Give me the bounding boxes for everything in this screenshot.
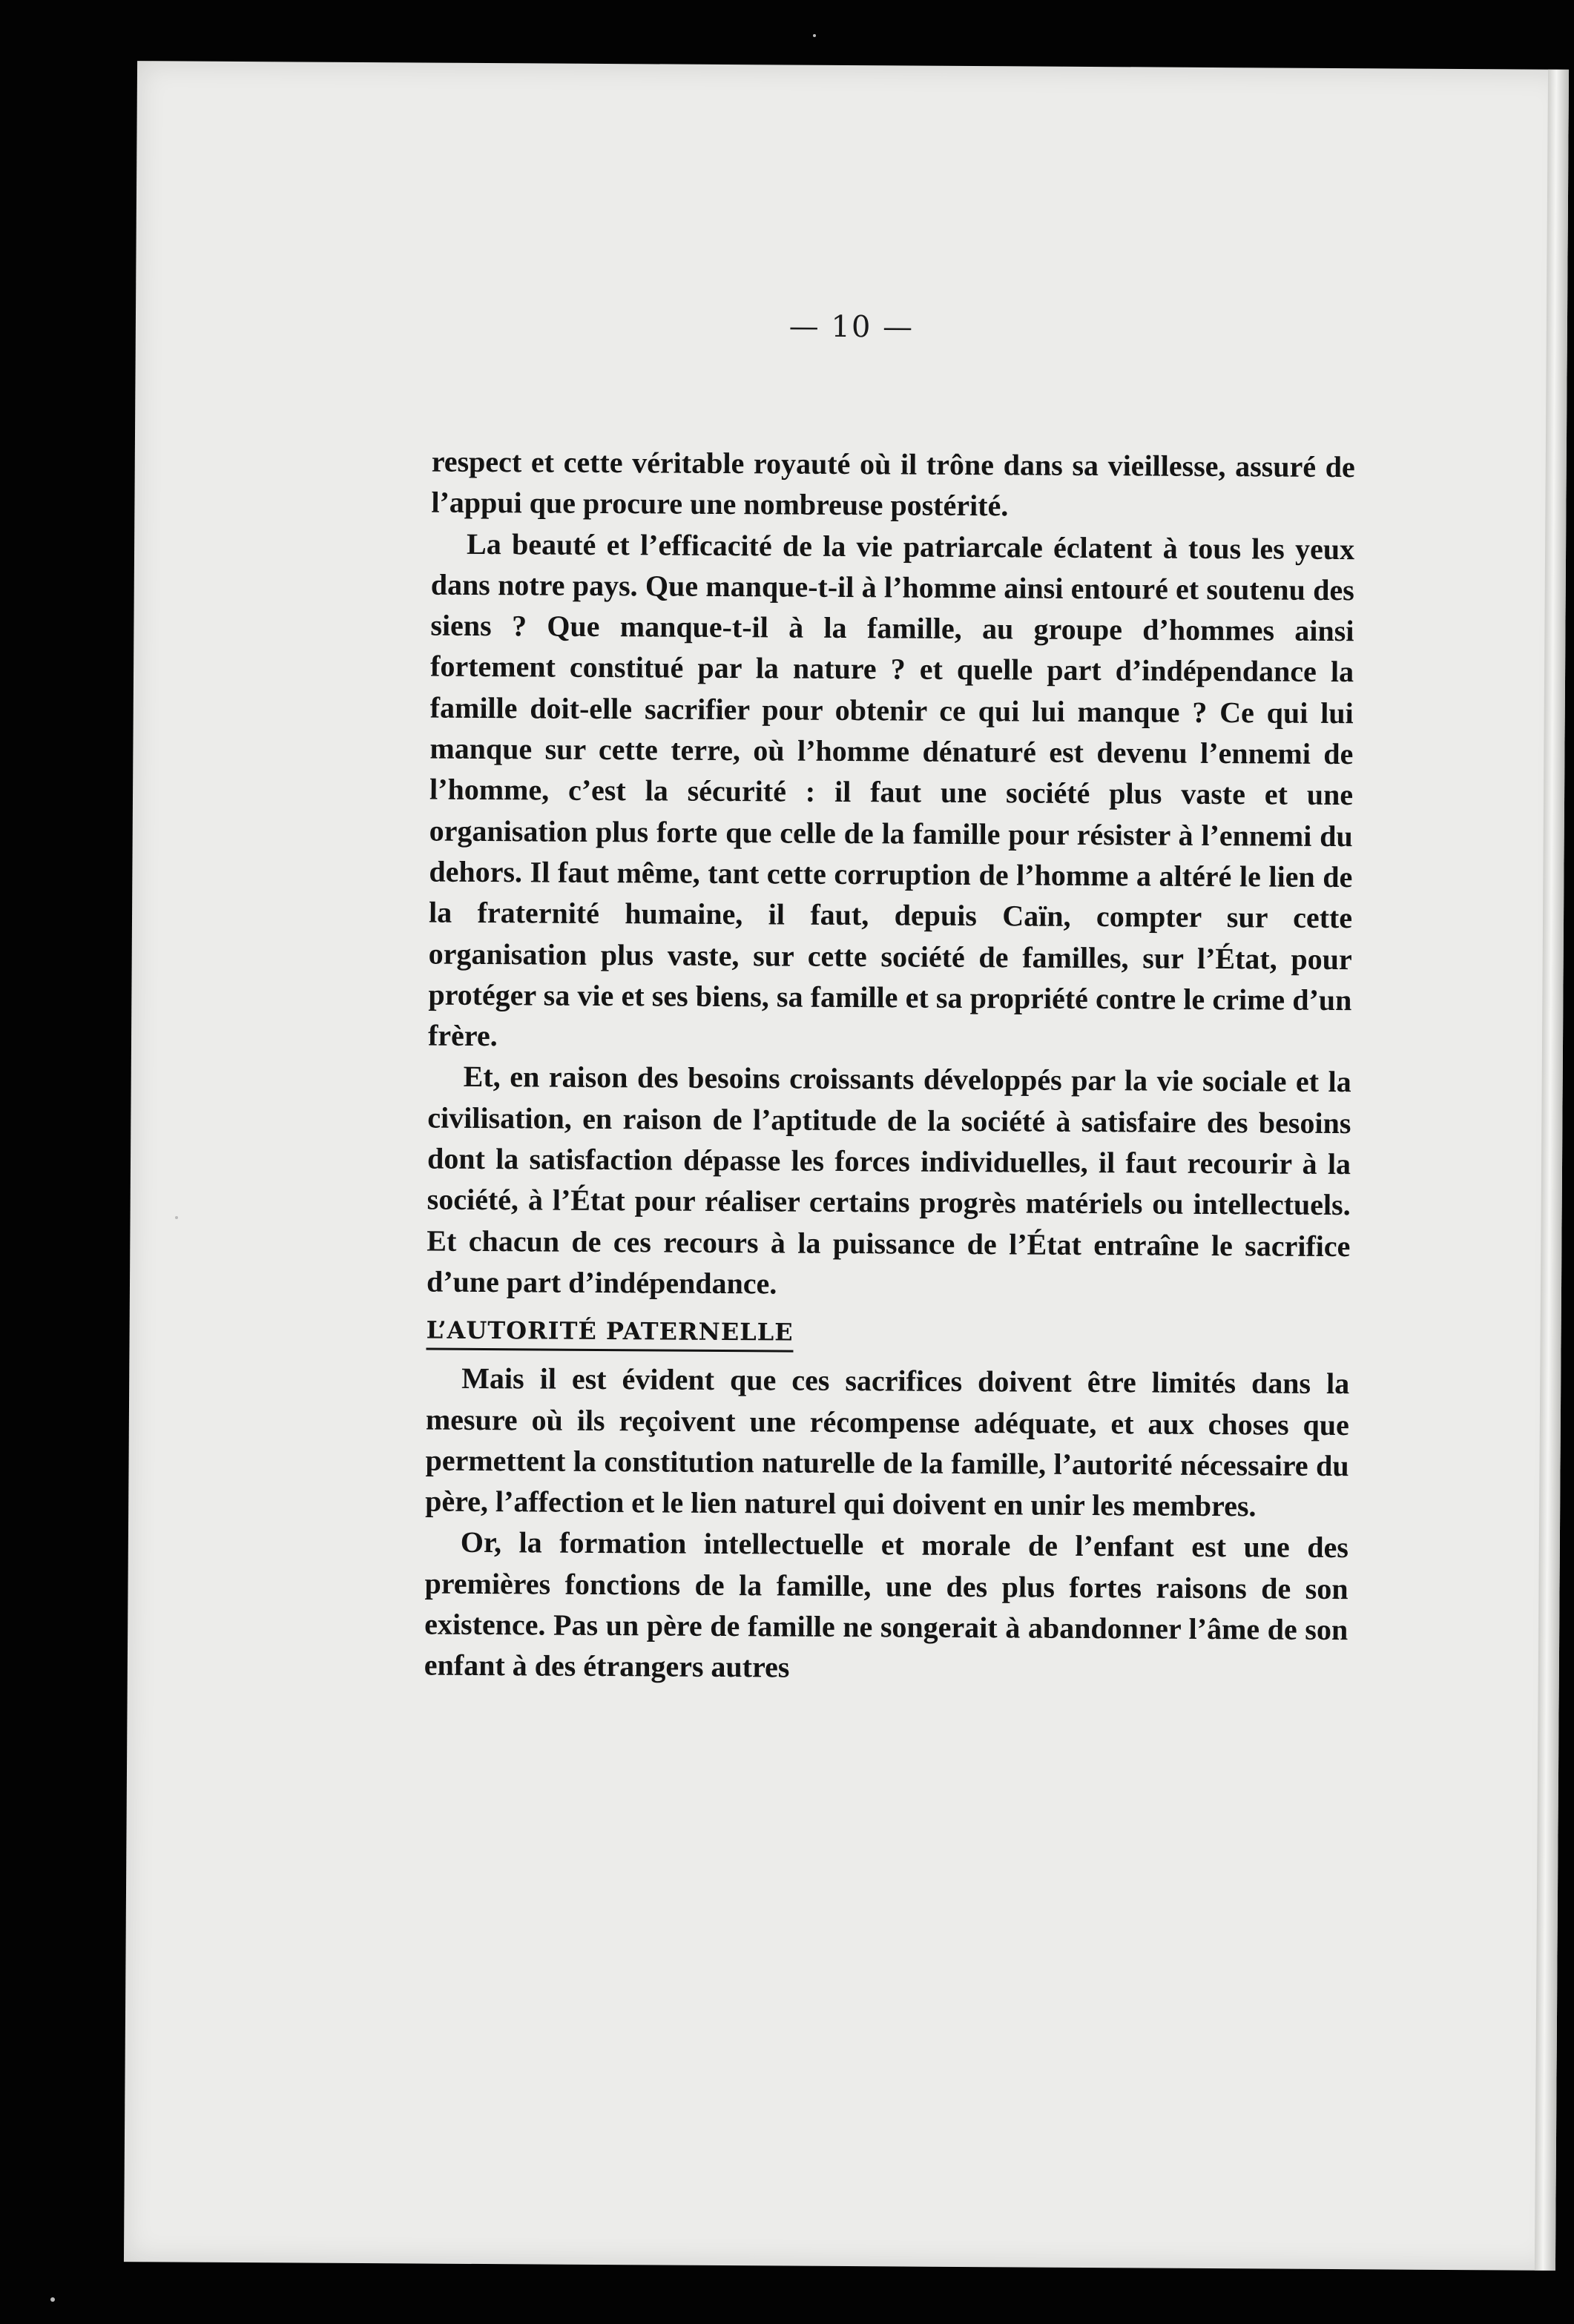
scan-speck — [813, 34, 816, 37]
paragraph: respect et cette véritable royauté où il trône dans sa vieillesse, assuré de l’appui que procure une nombreuse postérité. — [431, 444, 1355, 523]
section-heading: L’AUTORITÉ PATERNELLE — [426, 1314, 793, 1353]
paragraph: Et, en raison des besoins croissants développés par la vie sociale et la civilisation, en raison de l’aptitude de la société à satisfaire des besoins dont la satisfaction dépasse les forces individuelles, il faut recourir à la société, à l’État pour réaliser certains progrès matériels ou intellectuels. Et chacun de ces recours à la puissance de l’État entraîne le sacrifice d’une part d’indépendance. — [426, 1060, 1351, 1301]
paragraph: Mais il est évident que ces sacrifices doivent être limités dans la mesure où ils reçoivent une récompense adéquate, et aux choses que permettent la constitution naturelle de la famille, l’autorité nécessaire du père, l’affection et le lien naturel qui doivent en unir les membres. — [425, 1361, 1350, 1523]
scan-speck — [50, 2297, 55, 2302]
paragraph: Or, la formation intellectuelle et morale de l’enfant est une des premières fonctions de la famille, une des plus fortes raisons de son existence. Pas un père de famille ne songerait à abandonner l’âme de son enfant à des étrangers autres — [424, 1525, 1349, 1684]
page-edge — [1535, 70, 1569, 2271]
book-page — [124, 61, 1569, 2271]
page-number: — 10 — — [788, 309, 915, 345]
paragraph: La beauté et l’efficacité de la vie patriarcale éclatent à tous les yeux dans notre pays. Que manque-t-il à l’homme ainsi entouré et soutenu des siens ? Que manque-t-il à la famille, au groupe d’hommes ainsi fortement constitué par la nature ? et quelle part d’indépendance la famille doit-elle sacrifier pour obtenir ce qui lui manque ? Ce qui lui manque sur cette terre, où l’homme dénaturé est devenu l’ennemi de l’homme, c’est la sécurité : il faut une société plus vaste et une organisation plus forte que celle de la famille pour résister à l’ennemi du dehors. Il faut même, tant cette corruption de l’homme a altéré le lien de la fraternité humaine, il faut, depuis Caïn, compter sur cette organisation plus vaste, sur cette société de familles, sur l’État, pour protéger sa vie et ses biens, sa famille et sa propriété contre le crime d’un frère. — [427, 526, 1355, 1053]
scan-speck — [175, 1216, 178, 1219]
body-text — [424, 441, 1355, 1691]
section-heading-wrapper — [426, 1302, 1349, 1364]
